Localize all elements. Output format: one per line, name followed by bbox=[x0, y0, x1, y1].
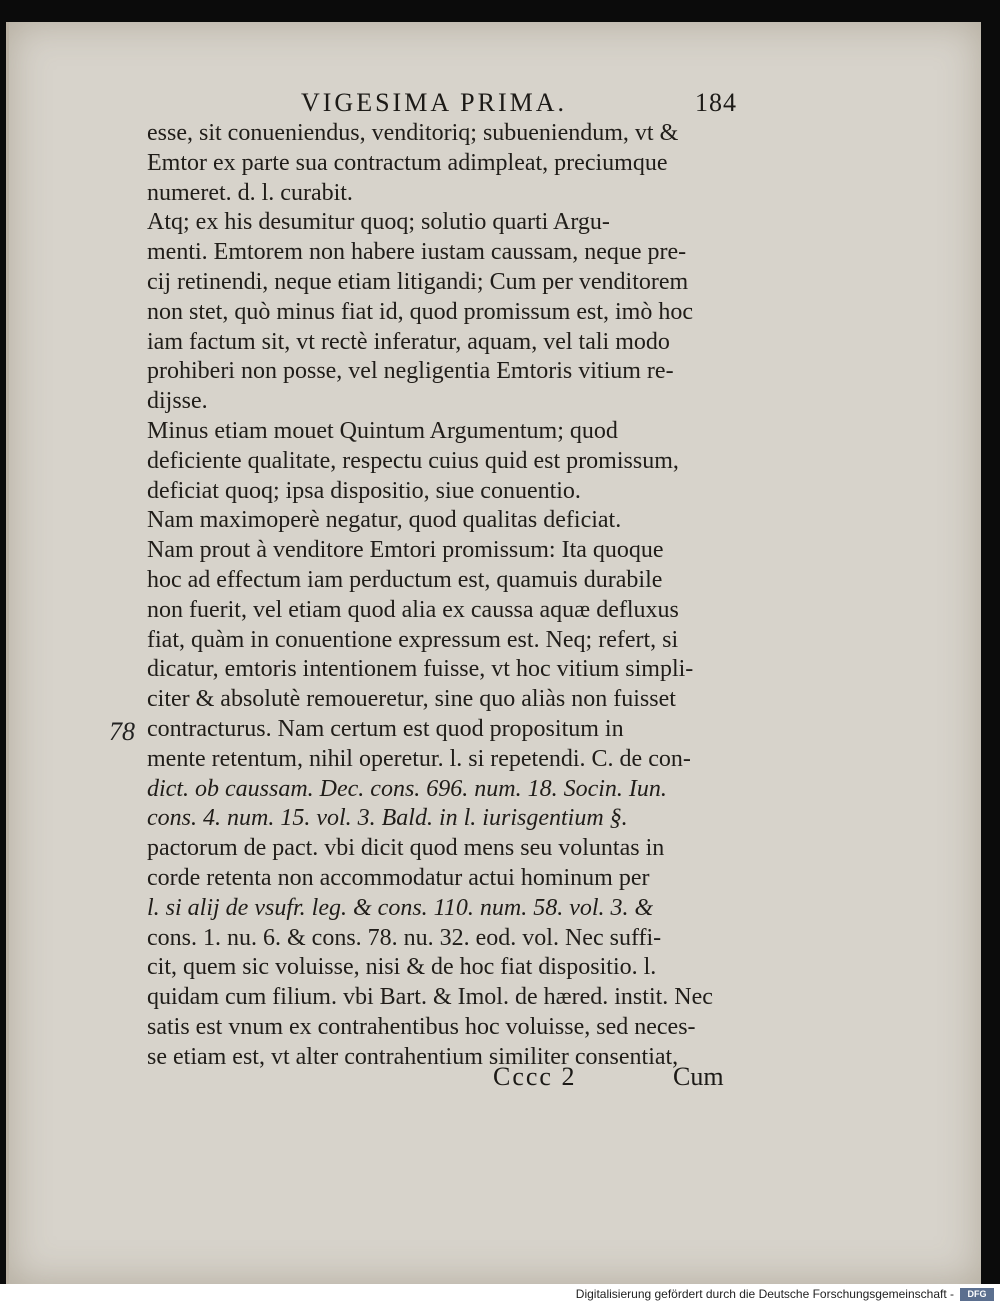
text-line: deficiente qualitate, respectu cuius quid est promissum, bbox=[147, 447, 679, 474]
text-line: corde retenta non accommodatur actui hominum per bbox=[147, 865, 650, 891]
text-line: contracturus. Nam certum est quod propositum in bbox=[147, 716, 624, 742]
text-line: quidam cum filium. vbi Bart. & Imol. de hæred. instit. Nec bbox=[147, 984, 713, 1011]
text-line: esse, sit conueniendus, venditoriq; subueniendum, vt & bbox=[147, 120, 679, 146]
text-line: non stet, quò minus fiat id, quod promissum est, imò hoc bbox=[147, 298, 693, 325]
text-line: numeret. d. l. curabit. bbox=[147, 179, 353, 206]
signature-mark: Cccc 2 bbox=[493, 1062, 577, 1091]
text-line: Emtor ex parte sua contractum adimpleat, preciumque bbox=[147, 149, 668, 176]
text-line: mente retentum, nihil operetur. l. si repetendi. C. de con- bbox=[147, 745, 691, 772]
text-line: non fuerit, vel etiam quod alia ex caussa aquæ defluxus bbox=[147, 596, 679, 623]
text-line: citer & absolutè remoueretur, sine quo aliàs non fuisset bbox=[147, 686, 676, 713]
text-line: dijsse. bbox=[147, 388, 208, 415]
text-line: Nam prout à venditore Emtori promissum: Ita quoque bbox=[147, 537, 664, 564]
text-line: cons. 1. nu. 6. & cons. 78. nu. 32. eod. vol. Nec suffi- bbox=[147, 924, 662, 951]
margin-note: 78 bbox=[109, 717, 135, 746]
text-line: prohiberi non posse, vel negligentia Emtoris vitium re- bbox=[147, 358, 674, 385]
text-line: l. si alij de vsufr. leg. & cons. 110. num. 58. vol. 3. & bbox=[147, 894, 654, 921]
catchword: Cum bbox=[673, 1062, 724, 1091]
digitization-credit-bar bbox=[0, 1284, 1000, 1305]
text-line: menti. Emtorem non habere iustam caussam, neque pre- bbox=[147, 239, 687, 266]
text-line: iam factum sit, vt rectè inferatur, aquam, vel tali modo bbox=[147, 328, 670, 355]
text-line: fiat, quàm in conuentione expressum est. Neq; refert, si bbox=[147, 626, 679, 653]
page-number: 184 bbox=[695, 88, 737, 117]
text-line: satis est vnum ex contrahentibus hoc voluisse, sed neces- bbox=[147, 1014, 696, 1040]
text-line: hoc ad effectum iam perductum est, quamuis durabile bbox=[147, 567, 663, 593]
dfg-logo: DFG bbox=[960, 1288, 994, 1301]
text-line: dict. ob caussam. Dec. cons. 696. num. 18. Socin. Iun. bbox=[147, 775, 667, 802]
text-line: Atq; ex his desumitur quoq; solutio quarti Argu- bbox=[147, 209, 610, 236]
text-line: Nam maximoperè negatur, quod qualitas deficiat. bbox=[147, 507, 622, 534]
text-line: Minus etiam mouet Quintum Argumentum; quod bbox=[147, 418, 618, 444]
text-line: pactorum de pact. vbi dicit quod mens seu voluntas in bbox=[147, 835, 665, 862]
text-line: cit, quem sic voluisse, nisi & de hoc fiat dispositio. l. bbox=[147, 954, 657, 981]
text-line: cons. 4. num. 15. vol. 3. Bald. in l. iurisgentium §. bbox=[147, 805, 628, 832]
text-line: cij retinendi, neque etiam litigandi; Cum per venditorem bbox=[147, 269, 689, 295]
running-title: VIGESIMA PRIMA. bbox=[301, 88, 568, 117]
text-line: deficiat quoq; ipsa dispositio, siue conuentio. bbox=[147, 477, 581, 504]
text-line: dicatur, emtoris intentionem fuisse, vt hoc vitium simpli- bbox=[147, 656, 694, 683]
credit-text: Digitalisierung gefördert durch die Deutsche Forschungsgemeinschaft - bbox=[575, 1287, 954, 1301]
book-page bbox=[6, 22, 981, 1284]
text-line: se etiam est, vt alter contrahentium similiter consentiat, bbox=[147, 1043, 679, 1070]
